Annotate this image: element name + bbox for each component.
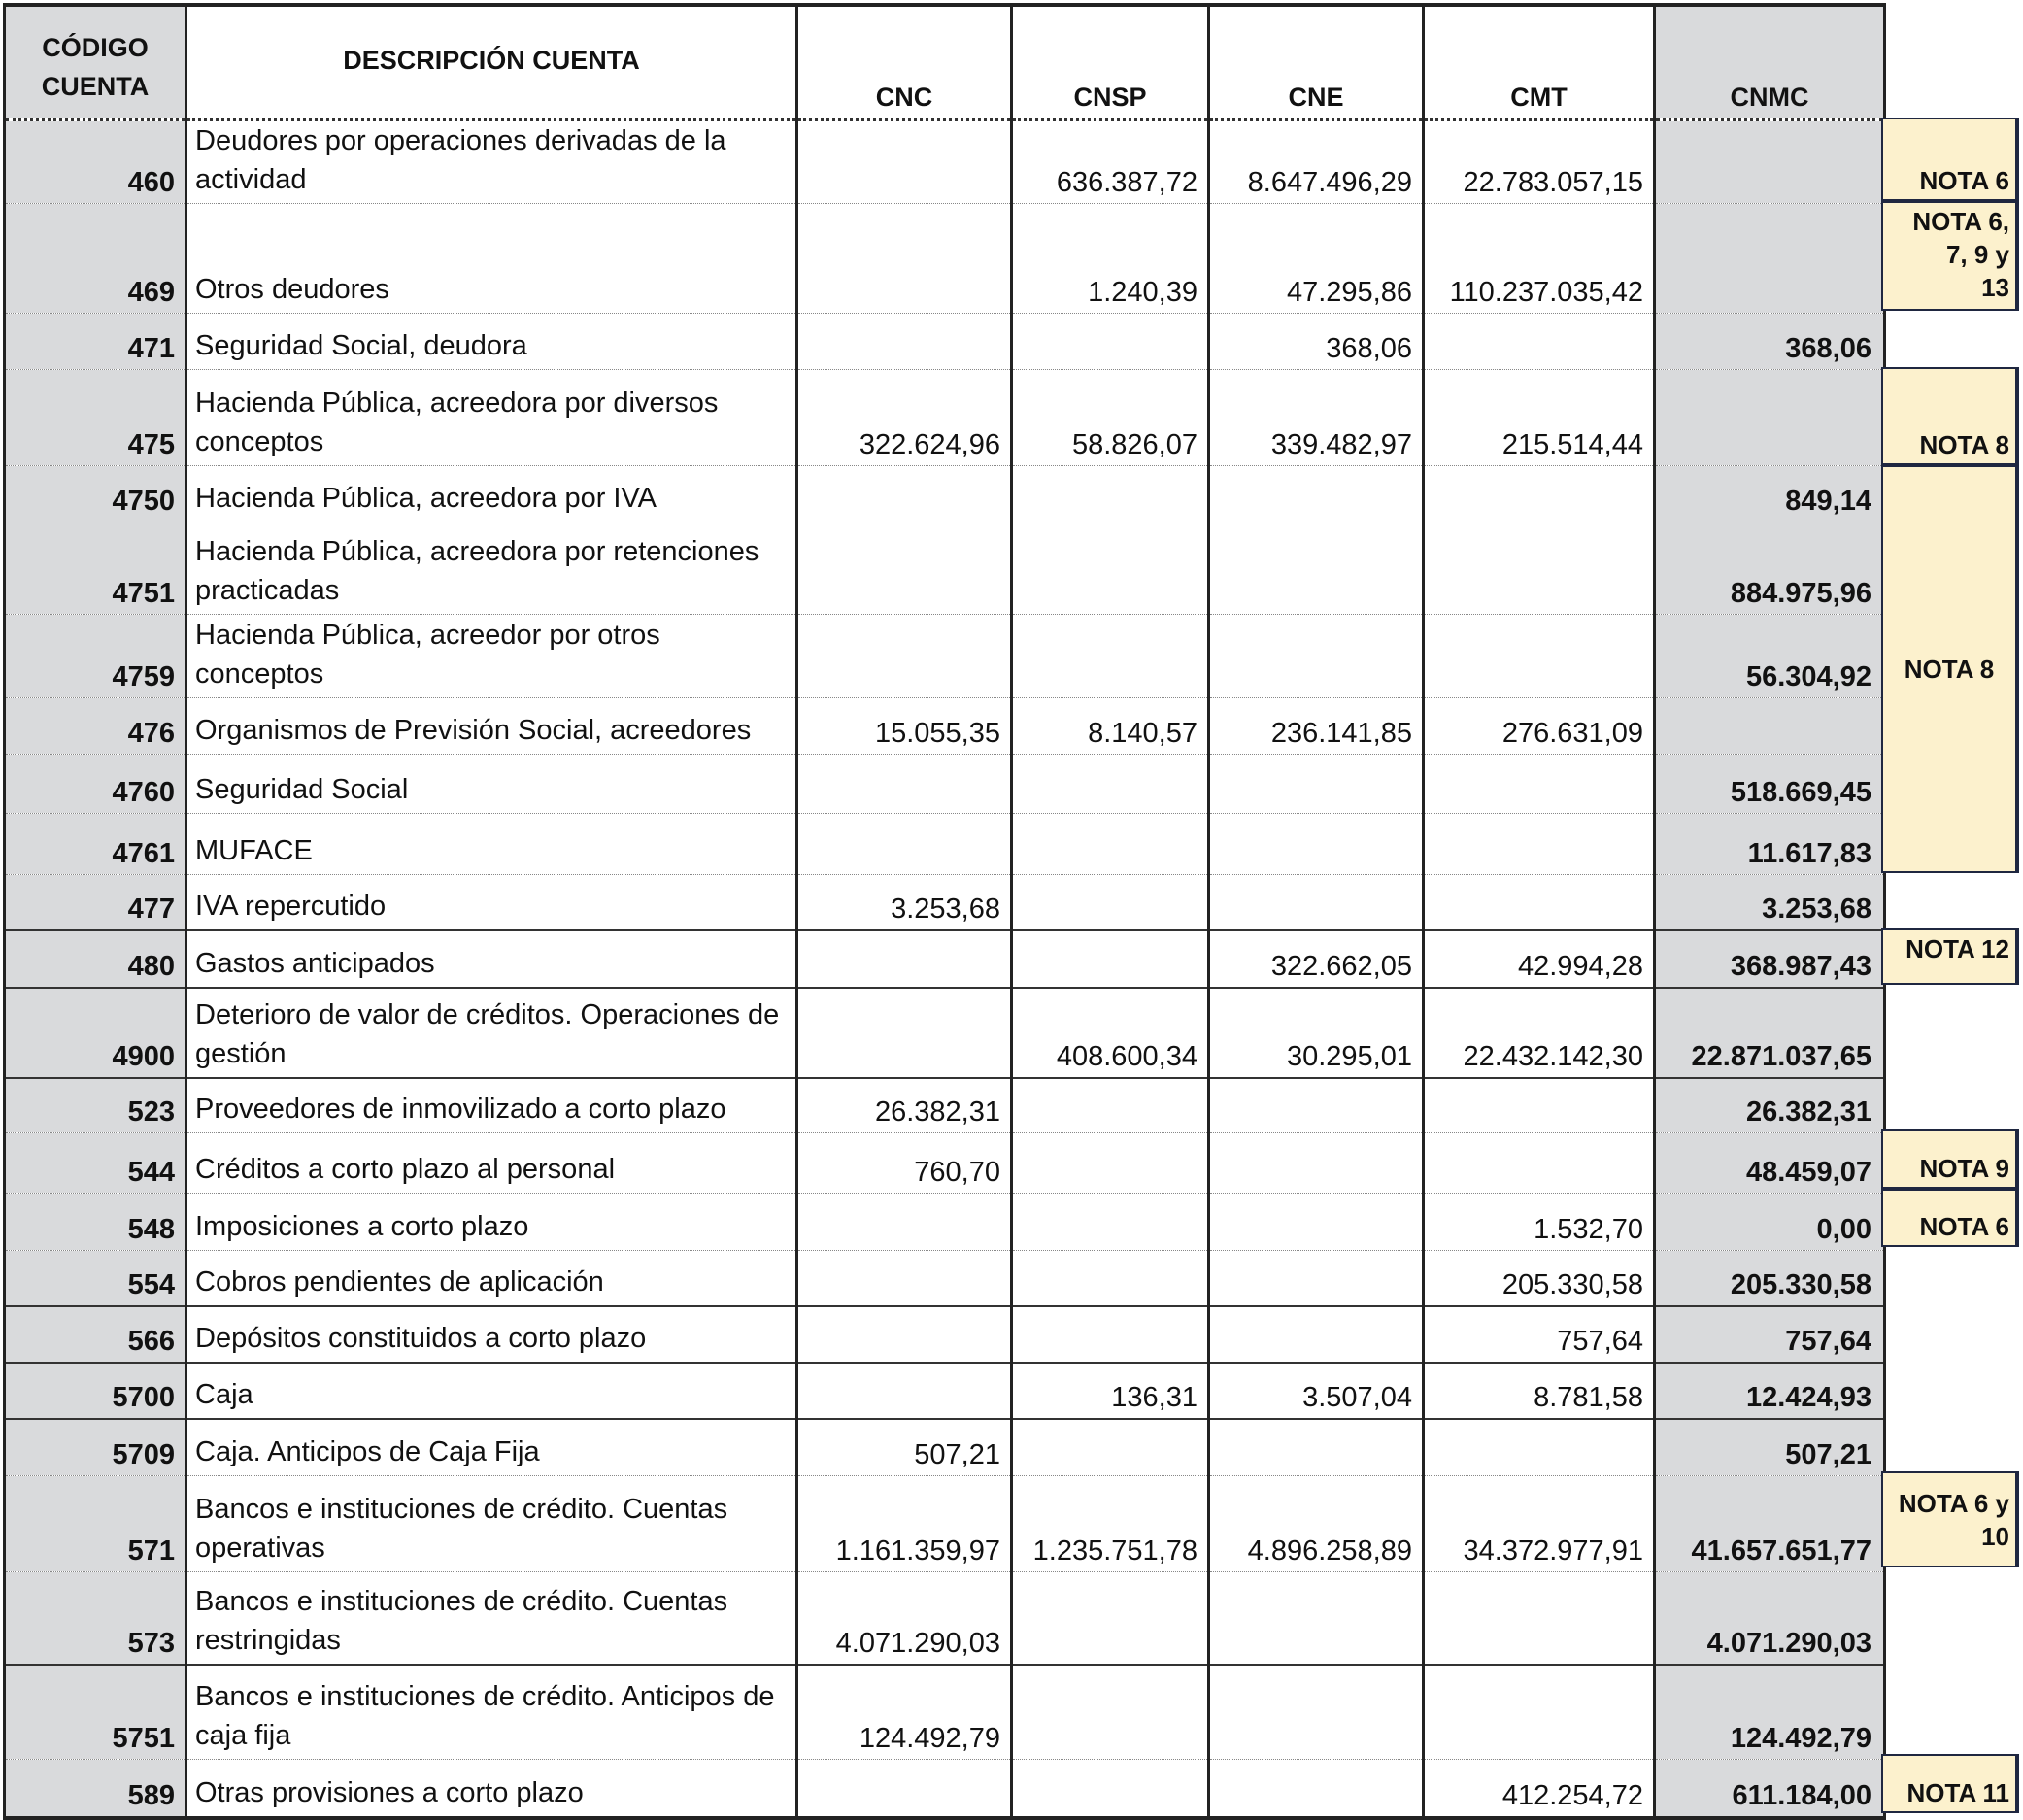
value-cmt (1424, 1571, 1655, 1665)
value-cnc: 760,70 (797, 1132, 1012, 1193)
value-cnmc: 507,21 (1655, 1419, 1885, 1475)
value-cmt (1424, 1665, 1655, 1759)
value-cnmc: 3.253,68 (1655, 874, 1885, 930)
account-code: 477 (5, 874, 186, 930)
value-cnsp (1012, 1665, 1209, 1759)
table-row (5, 614, 1885, 697)
account-description: Hacienda Pública, acreedora por diversos conceptos (186, 369, 797, 465)
note-text: NOTA 9 (1919, 1154, 2009, 1183)
value-cnmc: 757,64 (1655, 1306, 1885, 1363)
value-cne (1209, 1078, 1424, 1132)
value-cne (1209, 465, 1424, 522)
account-description: Organismos de Previsión Social, acreedores (186, 697, 797, 754)
value-cne (1209, 1665, 1424, 1759)
note-text: NOTA 6 (1919, 1212, 2009, 1241)
value-cne (1209, 1759, 1424, 1818)
value-cnsp (1012, 1193, 1209, 1250)
note-label (1881, 118, 2019, 201)
value-cnmc: 11.617,83 (1655, 813, 1885, 874)
value-cmt: 412.254,72 (1424, 1759, 1655, 1818)
value-cnc (797, 313, 1012, 369)
value-cne (1209, 522, 1424, 614)
value-cnsp (1012, 614, 1209, 697)
value-cnc: 1.161.359,97 (797, 1475, 1012, 1571)
value-cnc: 322.624,96 (797, 369, 1012, 465)
value-cne: 30.295,01 (1209, 988, 1424, 1078)
value-cne: 4.896.258,89 (1209, 1475, 1424, 1571)
account-code: 480 (5, 930, 186, 988)
account-code: 4761 (5, 813, 186, 874)
account-description: Bancos e instituciones de crédito. Cuentas restringidas (186, 1571, 797, 1665)
value-cnc (797, 754, 1012, 813)
account-code: 566 (5, 1306, 186, 1363)
account-code: 523 (5, 1078, 186, 1132)
account-description: Deudores por operaciones derivadas de la actividad (186, 119, 797, 203)
account-description: MUFACE (186, 813, 797, 874)
value-cnsp (1012, 874, 1209, 930)
account-description: Hacienda Pública, acreedora por IVA (186, 465, 797, 522)
account-code: 4750 (5, 465, 186, 522)
value-cnsp: 58.826,07 (1012, 369, 1209, 465)
value-cne (1209, 1193, 1424, 1250)
header-description: DESCRIPCIÓN CUENTA (186, 5, 797, 119)
account-code: 469 (5, 203, 186, 313)
account-description: Caja (186, 1363, 797, 1419)
value-cnmc: 518.669,45 (1655, 754, 1885, 813)
account-description: Depósitos constituidos a corto plazo (186, 1306, 797, 1363)
value-cnmc: 12.424,93 (1655, 1363, 1885, 1419)
value-cnsp (1012, 930, 1209, 988)
account-code: 554 (5, 1250, 186, 1306)
note-label (1881, 928, 2019, 985)
value-cmt: 215.514,44 (1424, 369, 1655, 465)
value-cnsp (1012, 1132, 1209, 1193)
value-cmt (1424, 874, 1655, 930)
value-cnmc (1655, 697, 1885, 754)
value-cne: 339.482,97 (1209, 369, 1424, 465)
account-code: 4759 (5, 614, 186, 697)
account-description: Créditos a corto plazo al personal (186, 1132, 797, 1193)
note-text: NOTA 12 (1905, 934, 2009, 963)
accounts-sheet (3, 3, 2017, 1816)
table-row (5, 1306, 1885, 1363)
value-cne (1209, 1571, 1424, 1665)
value-cnc (797, 203, 1012, 313)
account-description: Hacienda Pública, acreedora por retenciones practicadas (186, 522, 797, 614)
value-cmt (1424, 813, 1655, 874)
value-cne: 47.295,86 (1209, 203, 1424, 313)
table-row (5, 1665, 1885, 1759)
value-cnsp: 8.140,57 (1012, 697, 1209, 754)
value-cmt (1424, 1419, 1655, 1475)
value-cne (1209, 813, 1424, 874)
account-code: 544 (5, 1132, 186, 1193)
table-row (5, 313, 1885, 369)
value-cmt (1424, 465, 1655, 522)
value-cnsp (1012, 1571, 1209, 1665)
value-cnc: 15.055,35 (797, 697, 1012, 754)
table-row (5, 369, 1885, 465)
note-label (1881, 1754, 2019, 1813)
table-row (5, 1078, 1885, 1132)
value-cne (1209, 1250, 1424, 1306)
value-cnc (797, 119, 1012, 203)
note-text: NOTA 6, 7, 9 y 13 (1912, 207, 2009, 302)
value-cnmc: 368.987,43 (1655, 930, 1885, 988)
account-code: 4751 (5, 522, 186, 614)
account-code: 4900 (5, 988, 186, 1078)
value-cne (1209, 874, 1424, 930)
header-cnsp: CNSP (1012, 5, 1209, 119)
account-code: 5700 (5, 1363, 186, 1419)
account-description: Imposiciones a corto plazo (186, 1193, 797, 1250)
value-cne (1209, 614, 1424, 697)
account-code: 4760 (5, 754, 186, 813)
value-cmt: 205.330,58 (1424, 1250, 1655, 1306)
account-code: 589 (5, 1759, 186, 1818)
value-cmt (1424, 754, 1655, 813)
value-cmt: 34.372.977,91 (1424, 1475, 1655, 1571)
value-cnmc (1655, 203, 1885, 313)
account-code: 571 (5, 1475, 186, 1571)
account-code: 548 (5, 1193, 186, 1250)
value-cnmc: 849,14 (1655, 465, 1885, 522)
value-cmt (1424, 614, 1655, 697)
value-cnmc: 48.459,07 (1655, 1132, 1885, 1193)
value-cnc (797, 1250, 1012, 1306)
value-cnmc: 4.071.290,03 (1655, 1571, 1885, 1665)
value-cnsp: 136,31 (1012, 1363, 1209, 1419)
account-description: Cobros pendientes de aplicación (186, 1250, 797, 1306)
header-code: CÓDIGO CUENTA (5, 5, 186, 119)
table-body (5, 119, 1885, 1818)
value-cnsp: 1.240,39 (1012, 203, 1209, 313)
table-row (5, 465, 1885, 522)
value-cmt (1424, 1132, 1655, 1193)
account-description: Bancos e instituciones de crédito. Anticipos de caja fija (186, 1665, 797, 1759)
value-cnmc: 22.871.037,65 (1655, 988, 1885, 1078)
table-row (5, 697, 1885, 754)
value-cnc (797, 614, 1012, 697)
value-cne: 8.647.496,29 (1209, 119, 1424, 203)
account-code: 573 (5, 1571, 186, 1665)
value-cmt: 22.432.142,30 (1424, 988, 1655, 1078)
value-cne (1209, 1419, 1424, 1475)
value-cmt: 22.783.057,15 (1424, 119, 1655, 203)
value-cnmc: 884.975,96 (1655, 522, 1885, 614)
account-description: Otras provisiones a corto plazo (186, 1759, 797, 1818)
value-cnmc: 56.304,92 (1655, 614, 1885, 697)
value-cmt (1424, 522, 1655, 614)
note-text: NOTA 6 y 10 (1898, 1488, 2009, 1551)
value-cnmc: 26.382,31 (1655, 1078, 1885, 1132)
value-cmt: 8.781,58 (1424, 1363, 1655, 1419)
value-cmt: 276.631,09 (1424, 697, 1655, 754)
value-cmt: 1.532,70 (1424, 1193, 1655, 1250)
value-cne: 3.507,04 (1209, 1363, 1424, 1419)
table-row (5, 119, 1885, 203)
value-cne (1209, 1132, 1424, 1193)
value-cnmc: 611.184,00 (1655, 1759, 1885, 1818)
table-row (5, 1475, 1885, 1571)
value-cnmc: 124.492,79 (1655, 1665, 1885, 1759)
account-description: Proveedores de inmovilizado a corto plazo (186, 1078, 797, 1132)
value-cnsp (1012, 522, 1209, 614)
note-label (1881, 201, 2019, 311)
value-cnmc: 368,06 (1655, 313, 1885, 369)
value-cnsp (1012, 465, 1209, 522)
account-description: Deterioro de valor de créditos. Operaciones de gestión (186, 988, 797, 1078)
account-description: Otros deudores (186, 203, 797, 313)
value-cnsp: 636.387,72 (1012, 119, 1209, 203)
note-text: NOTA 6 (1919, 166, 2009, 195)
value-cnsp (1012, 313, 1209, 369)
table-row (5, 203, 1885, 313)
note-label (1881, 465, 2019, 873)
value-cnmc: 205.330,58 (1655, 1250, 1885, 1306)
account-code: 5709 (5, 1419, 186, 1475)
account-description: Bancos e instituciones de crédito. Cuentas operativas (186, 1475, 797, 1571)
value-cnc (797, 930, 1012, 988)
value-cnmc: 41.657.651,77 (1655, 1475, 1885, 1571)
value-cnsp (1012, 1306, 1209, 1363)
value-cmt: 110.237.035,42 (1424, 203, 1655, 313)
note-text: NOTA 11 (1906, 1778, 2009, 1807)
value-cnc (797, 1306, 1012, 1363)
value-cmt: 757,64 (1424, 1306, 1655, 1363)
value-cne (1209, 754, 1424, 813)
value-cnc (797, 522, 1012, 614)
table-row (5, 522, 1885, 614)
value-cnmc (1655, 119, 1885, 203)
value-cnc (797, 988, 1012, 1078)
account-description: Caja. Anticipos de Caja Fija (186, 1419, 797, 1475)
value-cne: 236.141,85 (1209, 697, 1424, 754)
note-label (1881, 1189, 2019, 1247)
account-code: 475 (5, 369, 186, 465)
table-row (5, 1363, 1885, 1419)
value-cnc (797, 1363, 1012, 1419)
table-row (5, 754, 1885, 813)
header-row (5, 5, 1885, 119)
note-label (1881, 367, 2019, 465)
value-cnc (797, 465, 1012, 522)
value-cnc (797, 1193, 1012, 1250)
account-code: 460 (5, 119, 186, 203)
note-text: NOTA 8 (1904, 655, 1995, 684)
header-cne: CNE (1209, 5, 1424, 119)
note-text: NOTA 8 (1919, 430, 2009, 459)
value-cne (1209, 1306, 1424, 1363)
accounts-table (3, 3, 1886, 1820)
value-cnmc: 0,00 (1655, 1193, 1885, 1250)
value-cnsp (1012, 1759, 1209, 1818)
note-label (1881, 1471, 2019, 1567)
account-description: Gastos anticipados (186, 930, 797, 988)
value-cnsp (1012, 1250, 1209, 1306)
value-cmt (1424, 313, 1655, 369)
value-cnsp (1012, 1078, 1209, 1132)
value-cnmc (1655, 369, 1885, 465)
note-label (1881, 1129, 2019, 1189)
table-row (5, 1759, 1885, 1818)
table-row (5, 874, 1885, 930)
table-row (5, 930, 1885, 988)
value-cmt (1424, 1078, 1655, 1132)
value-cnsp: 408.600,34 (1012, 988, 1209, 1078)
table-row (5, 1419, 1885, 1475)
table-row (5, 988, 1885, 1078)
account-description: Seguridad Social (186, 754, 797, 813)
value-cnc: 124.492,79 (797, 1665, 1012, 1759)
value-cnc (797, 1759, 1012, 1818)
header-cmt: CMT (1424, 5, 1655, 119)
value-cnsp (1012, 813, 1209, 874)
table-row (5, 1193, 1885, 1250)
value-cnc: 4.071.290,03 (797, 1571, 1012, 1665)
account-code: 471 (5, 313, 186, 369)
header-cnc: CNC (797, 5, 1012, 119)
value-cne: 322.662,05 (1209, 930, 1424, 988)
value-cnc: 3.253,68 (797, 874, 1012, 930)
table-row (5, 813, 1885, 874)
account-code: 5751 (5, 1665, 186, 1759)
value-cnsp: 1.235.751,78 (1012, 1475, 1209, 1571)
table-row (5, 1132, 1885, 1193)
value-cnsp (1012, 754, 1209, 813)
header-cnmc: CNMC (1655, 5, 1885, 119)
table-row (5, 1250, 1885, 1306)
account-description: IVA repercutido (186, 874, 797, 930)
value-cnc (797, 813, 1012, 874)
table-row (5, 1571, 1885, 1665)
value-cnsp (1012, 1419, 1209, 1475)
account-code: 476 (5, 697, 186, 754)
account-description: Seguridad Social, deudora (186, 313, 797, 369)
value-cnc: 26.382,31 (797, 1078, 1012, 1132)
value-cne: 368,06 (1209, 313, 1424, 369)
value-cnc: 507,21 (797, 1419, 1012, 1475)
value-cmt: 42.994,28 (1424, 930, 1655, 988)
account-description: Hacienda Pública, acreedor por otros conceptos (186, 614, 797, 697)
